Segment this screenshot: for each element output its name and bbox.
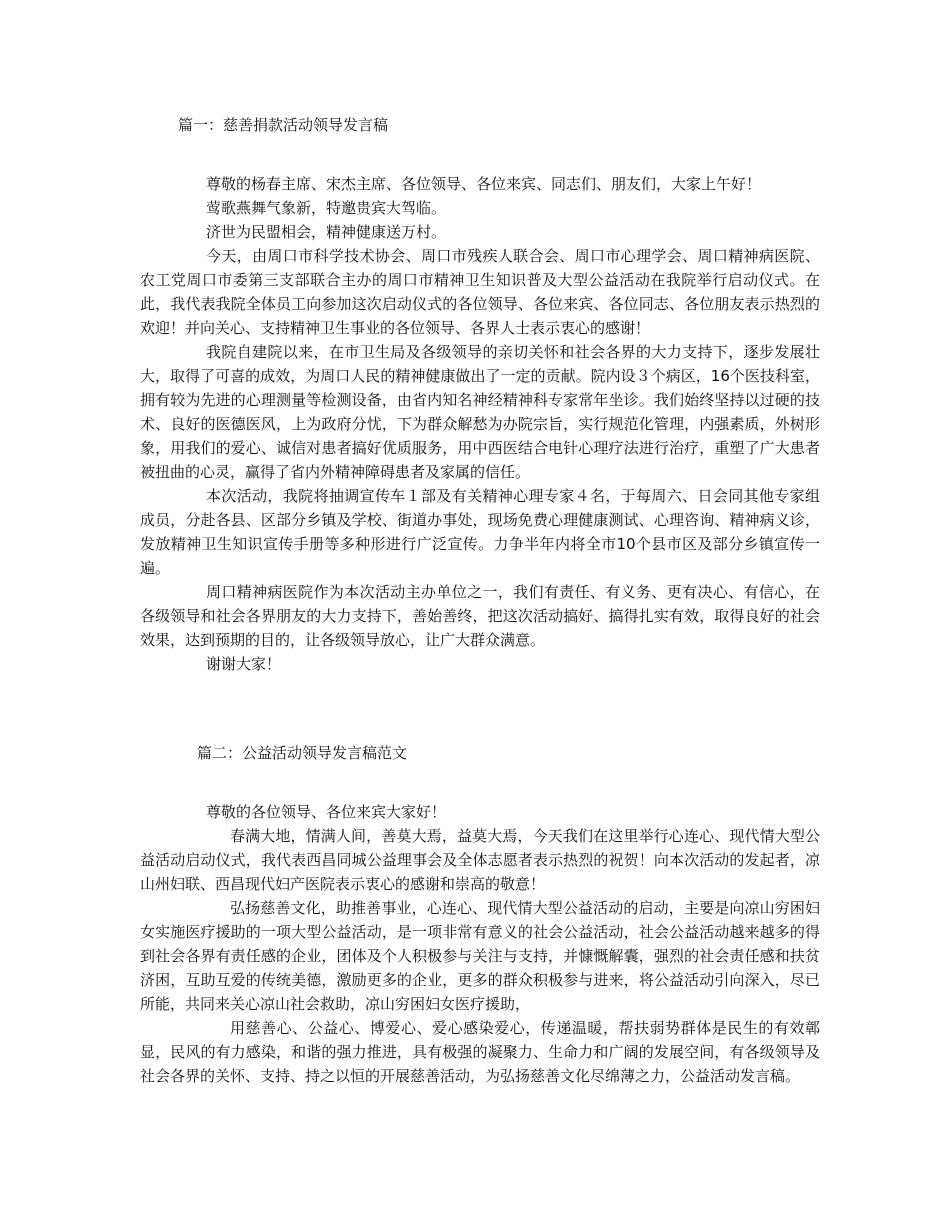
section1-paragraph: 本次活动，我院将抽调宣传车１部及有关精神心理专家４名，于每周六、日会同其他专家组成员，分赴各县、区部分乡镇及学校、街道办事处，现场免费心理健康测试、心理咨询、精神病义诊，发放精神卫生知识宣传手册等多种形进行广泛宣传。力争半年内将全市10个县市区及部分乡镇宣传一遍。 [140,487,820,577]
section2-paragraph: 弘扬慈善文化，助推善事业，心连心、现代情大型公益活动的启动，主要是向凉山穷困妇女实施医疗援助的一项大型公益活动，是一项非常有意义的社会公益活动，社会公益活动越来越多的得到社会各界有责任感的企业，团体及个人积极参与关注与支持，并慷慨解囊，强烈的社会责任感和扶贫济困，互助互爱的传统美德，激励更多的企业，更多的群众积极参与进来，将公益活动引向深入，尽已所能，共同来关心凉山社会救助，凉山穷困妇女医疗援助， [140,899,820,1013]
section1-heading: 篇一：慈善捐款活动领导发言稿 [178,116,389,134]
section1-paragraph: 周口精神病医院作为本次活动主办单位之一，我们有责任、有义务、更有决心、有信心，在各级领导和社会各界朋友的大力支持下，善始善终，把这次活动搞好、搞得扎实有效，取得良好的社会效果，达到预期的目的，让各级领导放心，让广大群众满意。 [140,583,820,649]
section1-closing: 谢谢大家！ [206,655,282,673]
section2-paragraph: 用慈善心、公益心、博爱心、爱心感染爱心，传递温暖，帮扶弱势群体是民生的有效鄣显，民风的有力感染，和谐的强力推进，具有极强的凝聚力、生命力和广阔的发展空间，有各级领导及社会各界的关怀、支持、持之以恒的开展慈善活动，为弘扬慈善文化尽绵薄之力，公益活动发言稿。 [140,1019,820,1085]
section2-heading: 篇二：公益活动领导发言稿范文 [197,744,408,762]
section1-body [140,172,820,676]
section1-paragraph: 尊敬的杨春主席、宋杰主席、各位领导、各位来宾、同志们、朋友们，大家上午好！ [206,175,762,193]
section1-paragraph: 我院自建院以来，在市卫生局及各级领导的亲切关怀和社会各界的大力支持下，逐步发展壮大，取得了可喜的成效，为周口人民的精神健康做出了一定的贡献。院内设３个病区，16个医技科室，拥有较为先进的心理测量等检测设备，由省内知名神经精神科专家常年坐诊。我们始终坚持以过硬的技术、良好的医德医风，上为政府分忧，下为群众解愁为办院宗旨，实行规范化管理，内强素质，外树形象，用我们的爱心、诚信对患者搞好优质服务，用中西医结合电针心理疗法进行治疗，重塑了广大患者被扭曲的心灵，赢得了省内外精神障碍患者及家属的信任。 [140,343,820,481]
section2-body [140,800,820,1088]
section2-paragraph: 春满大地，情满人间，善莫大焉，益莫大焉，今天我们在这里举行心连心、现代情大型公益活动启动仪式，我代表西昌同城公益理事会及全体志愿者表示热烈的祝贺！向本次活动的发起者，凉山州妇联、西昌现代妇产医院表示衷心的感谢和崇高的敬意！ [140,827,820,893]
section1-paragraph: 今天，由周口市科学技术协会、周口市残疾人联合会、周口市心理学会、周口精神病医院、农工党周口市委第三支部联合主办的周口市精神卫生知识普及大型公益活动在我院举行启动仪式。在此，我代表我院全体员工向参加这次启动仪式的各位领导、各位来宾、各位同志、各位朋友表示热烈的欢迎！并向关心、支持精神卫生事业的各位领导、各界人士表示衷心的感谢！ [140,247,820,337]
section2-paragraph: 尊敬的各位领导、各位来宾大家好！ [206,803,447,821]
section1-paragraph: 莺歌燕舞气象新，特邀贵宾大驾临。 [206,199,447,217]
section1-paragraph: 济世为民盟相会，精神健康送万村。 [206,223,447,241]
